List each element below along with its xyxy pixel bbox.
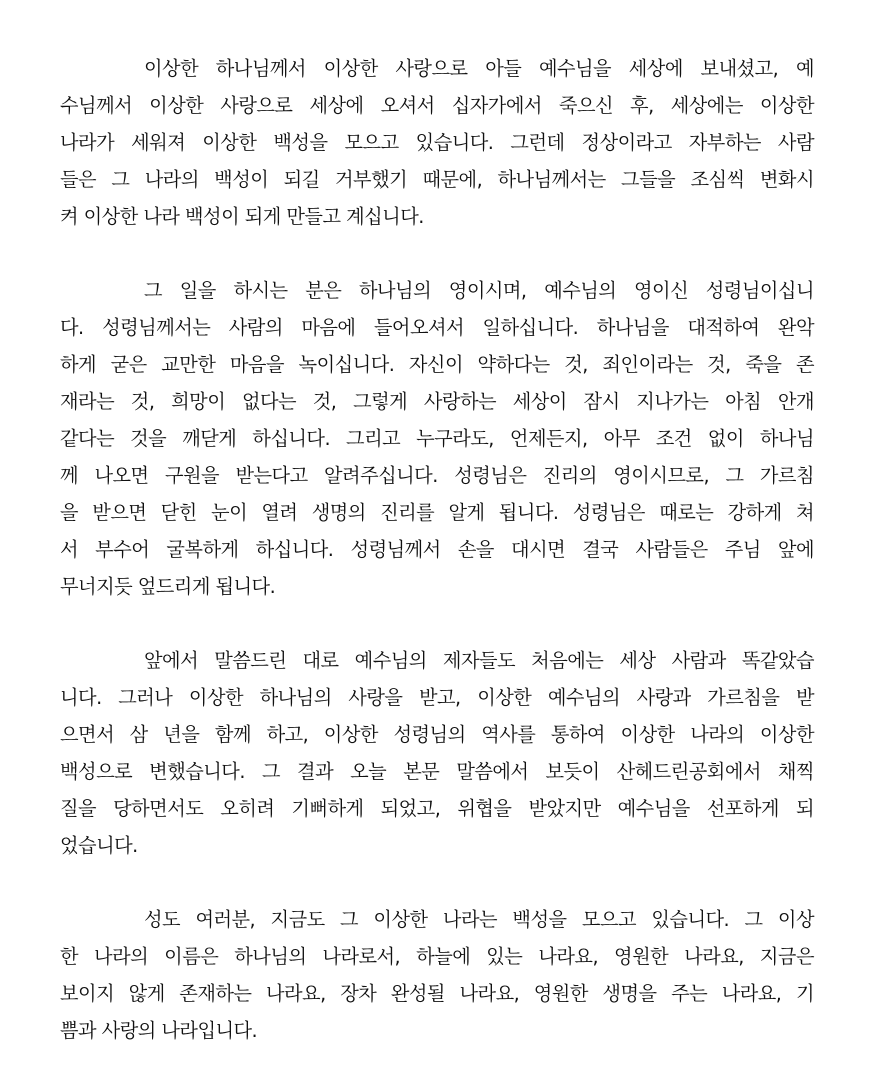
text-line: 질을 당하면서도 오히려 기뻐하게 되었고, 위협을 받았지만 예수님을 선포하게 되 [60, 797, 814, 820]
text-line: 들은 그 나라의 백성이 되길 거부했기 때문에, 하나님께서는 그들을 조심씩 변화시 [60, 168, 814, 191]
paragraph-1 [60, 50, 814, 235]
text-line: 백성으로 변했습니다. 그 결과 오늘 본문 말씀에서 보듯이 산헤드린공회에서 채찍 [60, 760, 814, 783]
text-line: 한 나라의 이름은 하나님의 나라로서, 하늘에 있는 나라요, 영원한 나라요, 지금은 [60, 945, 814, 968]
text-line: 성도 여러분, 지금도 그 이상한 나라는 백성을 모으고 있습니다. 그 이상 [144, 908, 814, 931]
text-line: 었습니다. [60, 834, 138, 857]
text-line: 같다는 것을 깨닫게 하십니다. 그리고 누구라도, 언제든지, 아무 조건 없이 하나님 [60, 427, 814, 450]
text-line: 쁨과 사랑의 나라입니다. [60, 1019, 258, 1042]
text-line: 보이지 않게 존재하는 나라요, 장차 완성될 나라요, 영원한 생명을 주는 나라요, 기 [60, 982, 814, 1005]
text-line: 하게 굳은 교만한 마음을 녹이십니다. 자신이 약하다는 것, 죄인이라는 것, 죽을 존 [60, 353, 814, 376]
text-line: 재라는 것, 희망이 없다는 것, 그렇게 사랑하는 세상이 잠시 지나가는 아침 안개 [60, 390, 814, 413]
text-line: 나라가 세워져 이상한 백성을 모으고 있습니다. 그런데 정상이라고 자부하는 사람 [60, 131, 814, 154]
paragraph-gap [60, 235, 814, 272]
paragraph-4 [60, 901, 814, 1049]
paragraph-2 [60, 272, 814, 605]
text-line: 이상한 하나님께서 이상한 사랑으로 아들 예수님을 세상에 보내셨고, 예 [144, 57, 814, 80]
text-line: 다. 성령님께서는 사람의 마음에 들어오셔서 일하십니다. 하나님을 대적하여 완악 [60, 316, 814, 339]
paragraph-3 [60, 642, 814, 864]
text-line: 으면서 삼 년을 함께 하고, 이상한 성령님의 역사를 통하여 이상한 나라의 이상한 [60, 723, 814, 746]
paragraph-gap [60, 864, 814, 901]
text-line: 앞에서 말씀드린 대로 예수님의 제자들도 처음에는 세상 사람과 똑같았습 [144, 649, 814, 672]
text-line: 니다. 그러나 이상한 하나님의 사랑을 받고, 이상한 예수님의 사랑과 가르침을 받 [60, 686, 814, 709]
text-line: 을 받으면 닫힌 눈이 열려 생명의 진리를 알게 됩니다. 성령님은 때로는 강하게 쳐 [60, 501, 814, 524]
text-line: 께 나오면 구원을 받는다고 알려주십니다. 성령님은 진리의 영이시므로, 그 가르침 [60, 464, 814, 487]
text-line: 무너지듯 엎드리게 됩니다. [60, 575, 276, 598]
paragraph-gap [60, 605, 814, 642]
text-line: 서 부수어 굴복하게 하십니다. 성령님께서 손을 대시면 결국 사람들은 주님 앞에 [60, 538, 814, 561]
text-line: 수님께서 이상한 사랑으로 세상에 오셔서 십자가에서 죽으신 후, 세상에는 이상한 [60, 94, 814, 117]
text-line: 그 일을 하시는 분은 하나님의 영이시며, 예수님의 영이신 성령님이십니 [144, 279, 814, 302]
text-line: 켜 이상한 나라 백성이 되게 만들고 계십니다. [60, 205, 424, 228]
document-page [60, 50, 814, 1049]
